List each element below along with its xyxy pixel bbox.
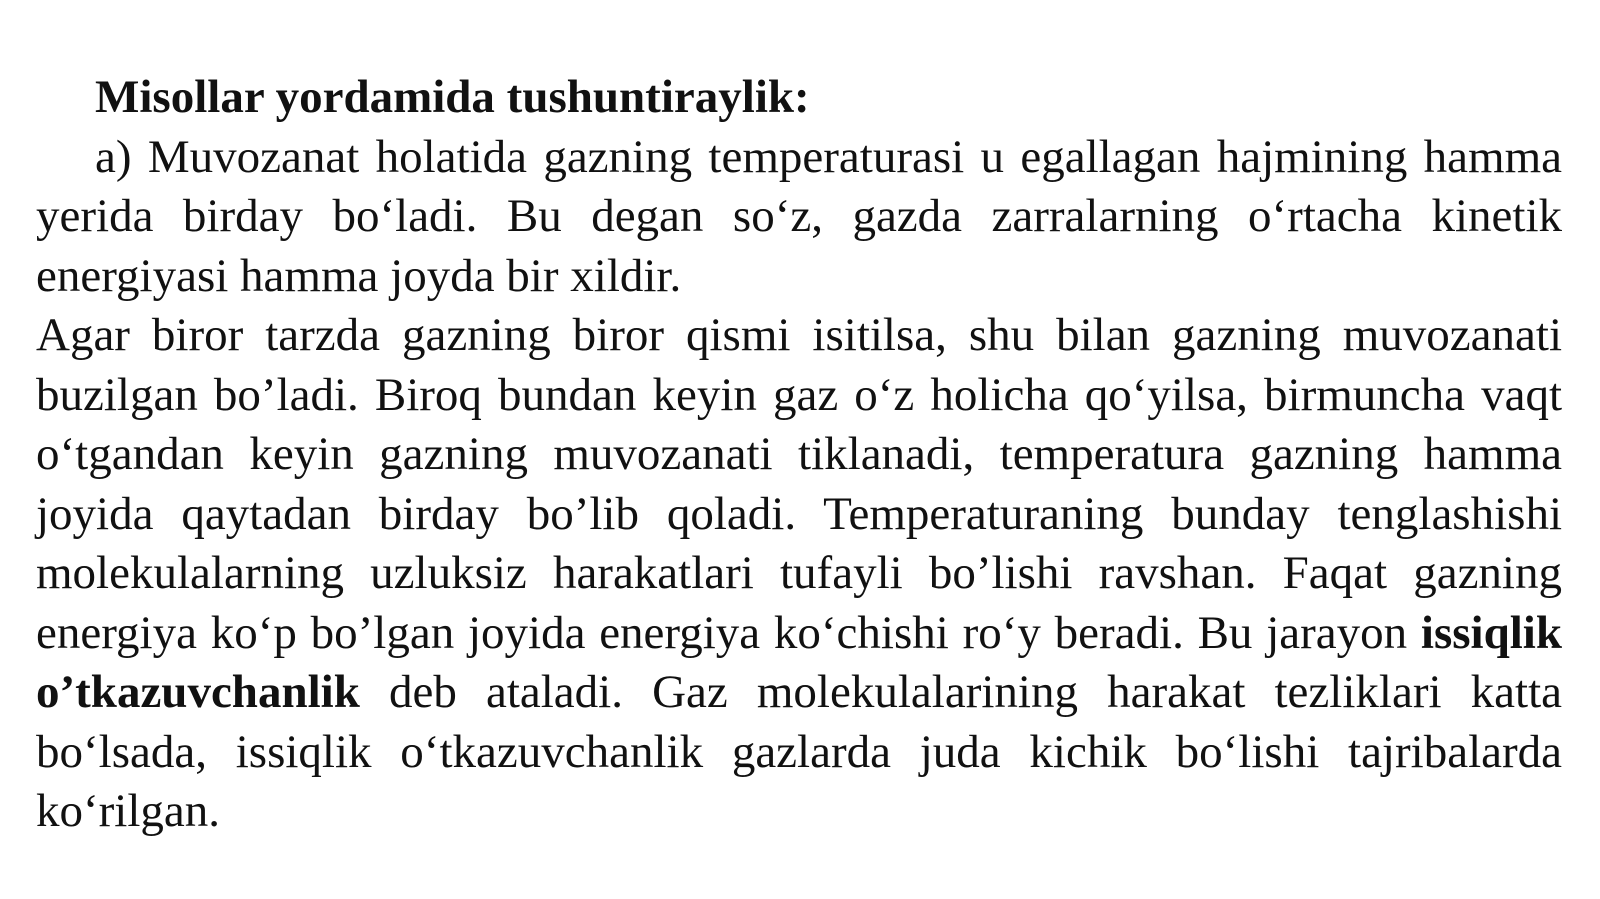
paragraph-b-key-term: issiqlik o’tkazuvchanlik xyxy=(36,606,1562,718)
heading: Misollar yordamida tushuntiraylik: xyxy=(95,71,810,123)
paragraph-b xyxy=(36,306,1562,842)
slide-text-body xyxy=(36,68,1562,842)
paragraph-b-text-after-term: deb ataladi. Gaz molekulalarining harakat tezliklari katta bo‘lsada, issiqlik o‘tkazuvchanlik gazlarda juda kichik bo‘lishi tajribalarda ko‘rilgan. xyxy=(36,666,1562,837)
paragraph-b-text-before-term: Agar biror tarzda gazning biror qismi isitilsa, shu bilan gazning muvozanati buzilgan bo’ladi. Biroq bundan keyin gaz o‘z holicha qo‘yilsa, birmuncha vaqt o‘tgandan keyin gazning muvozanati tiklanadi, temperatura gazning hamma joyida qaytadan birday bo’lib qoladi. Temperaturaning bunday tenglashishi molekulalarning uzluksiz harakatlari tufayli bo’lishi ravshan. Faqat gazning energiya ko‘p bo’lgan joyida energiya ko‘chishi ro‘y beradi. Bu jarayon xyxy=(36,309,1562,659)
paragraph-a: a) Muvozanat holatida gazning temperaturasi u egallagan hajmining hamma yerida birday bo‘ladi. Bu degan so‘z, gazda zarralarning o‘rtacha kinetik energiyasi hamma joyda bir xildir. xyxy=(36,130,1562,302)
